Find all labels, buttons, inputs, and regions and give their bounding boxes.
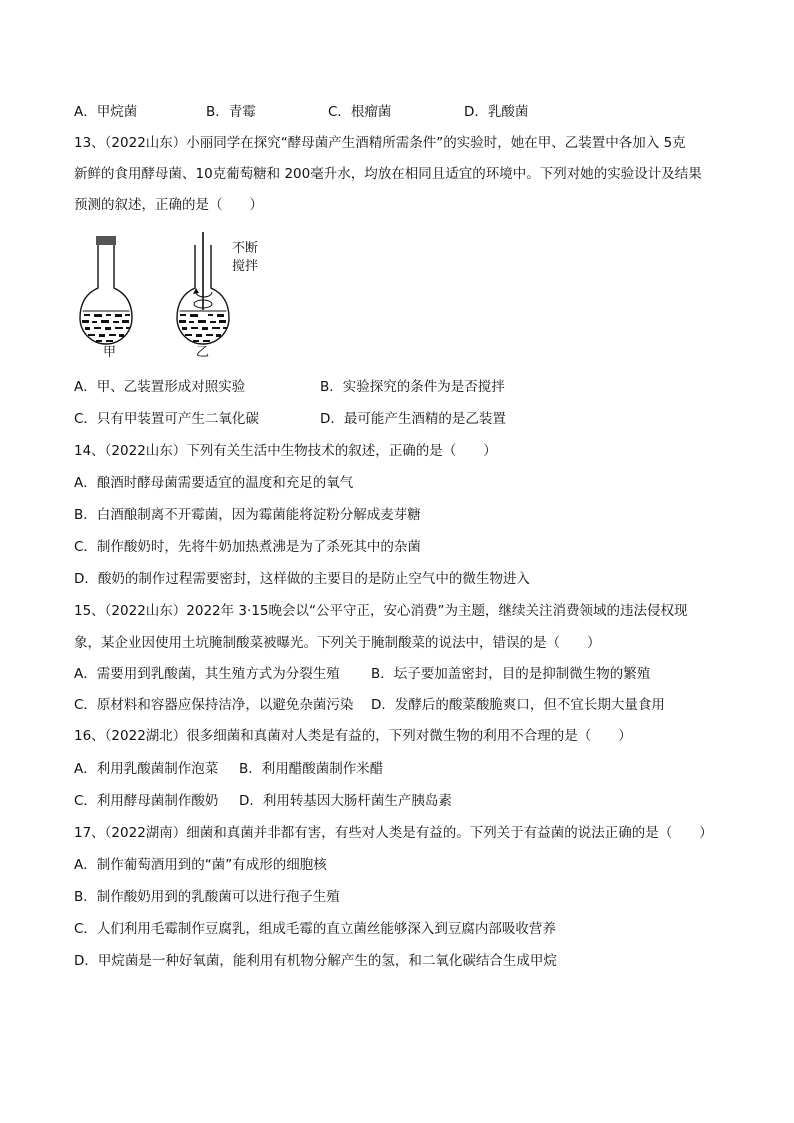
q16-stem: 16、（2022湖北）很多细菌和真菌对人类是有益的，下列对微生物的利用不合理的是（ ） (74, 728, 632, 744)
q17-option-c: C．人们利用毛霉制作豆腐乳，组成毛霉的直立菌丝能够深入到豆腐内部吸收营养 (74, 921, 556, 937)
q17-option-d: D．甲烷菌是一种好氧菌，能利用有机物分解产生的氢，和二氧化碳结合生成甲烷 (74, 953, 557, 969)
q14-option-d: D．酸奶的制作过程需要密封，这样做的主要目的是防止空气中的微生物进入 (74, 571, 530, 587)
q16-option-b: B．利用醋酸菌制作米醋 (239, 761, 384, 777)
flask-yi (177, 232, 229, 344)
q15-stem-line-1: 15、（2022山东）2022年 3·15晚会以“公平守正，安心消费”为主题，继续关注消费领域的违法侵权现 (74, 603, 688, 619)
flask-yi-label: 乙 (196, 345, 210, 360)
q13-option-b: B．实验探究的条件为是否搅拌 (320, 379, 505, 395)
q13-option-d: D．最可能产生酒精的是乙装置 (320, 411, 506, 427)
q16-option-d: D．利用转基因大肠杆菌生产胰岛素 (239, 793, 452, 809)
q12-option-a: A．甲烷菌 (74, 104, 138, 120)
q16-option-a: A．利用乳酸菌制作泡菜 (74, 761, 219, 777)
stir-label-line-1: 不断 (232, 241, 259, 256)
q12-option-d: D．乳酸菌 (464, 104, 529, 120)
flask-jia-label: 甲 (103, 345, 117, 360)
q13-option-c: C．只有甲装置可产生二氧化碳 (74, 411, 259, 427)
q12-option-c: C．根瘤菌 (328, 104, 392, 120)
q15-option-c: C．原材料和容器应保持洁净，以避免杂菌污染 (74, 697, 354, 713)
q15-option-d: D．发酵后的酸菜酸脆爽口，但不宜长期大量食用 (371, 697, 665, 713)
q13-stem-line-3: 预测的叙述，正确的是（ ） (74, 197, 263, 213)
q14-option-b: B．白酒酿制离不开霉菌，因为霉菌能将淀粉分解成麦芽糖 (74, 507, 421, 523)
flask-jia-stopper (96, 236, 116, 245)
q17-stem: 17、（2022湖南）细菌和真菌并非都有害，有些对人类是有益的。下列关于有益菌的说法正确的是（ ） (74, 825, 713, 841)
q13-stem-line-1: 13、（2022山东）小丽同学在探究“酵母菌产生酒精所需条件”的实验时，她在甲、乙装置中各加入 5克 (74, 135, 686, 151)
q17-option-b: B．制作酸奶用到的乳酸菌可以进行孢子生殖 (74, 889, 340, 905)
flask-jia (80, 236, 132, 344)
q17-option-a: A．制作葡萄酒用到的“菌”有成形的细胞核 (74, 857, 327, 873)
q13-flask-figure (72, 230, 262, 365)
q16-option-c: C．利用酵母菌制作酸奶 (74, 793, 219, 809)
q15-option-b: B．坛子要加盖密封，目的是抑制微生物的繁殖 (371, 666, 651, 682)
q14-option-c: C．制作酸奶时，先将牛奶加热煮沸是为了杀死其中的杂菌 (74, 539, 421, 555)
q12-option-b: B．青霉 (206, 104, 256, 120)
q13-stem-line-2: 新鲜的食用酵母菌、10克葡萄糖和 200毫升水，均放在相同且适宜的环境中。下列对她的实验设计及结果 (74, 166, 702, 182)
q14-stem: 14、（2022山东）下列有关生活中生物技术的叙述，正确的是（ ） (74, 443, 497, 459)
q15-option-a: A．需要用到乳酸菌，其生殖方式为分裂生殖 (74, 666, 340, 682)
q15-stem-line-2: 象，某企业因使用土坑腌制酸菜被曝光。下列关于腌制酸菜的说法中，错误的是（ ） (74, 635, 601, 651)
q14-option-a: A．酿酒时酵母菌需要适宜的温度和充足的氧气 (74, 475, 354, 491)
stir-label-line-2: 搅拌 (232, 259, 259, 274)
q13-option-a: A．甲、乙装置形成对照实验 (74, 379, 246, 395)
